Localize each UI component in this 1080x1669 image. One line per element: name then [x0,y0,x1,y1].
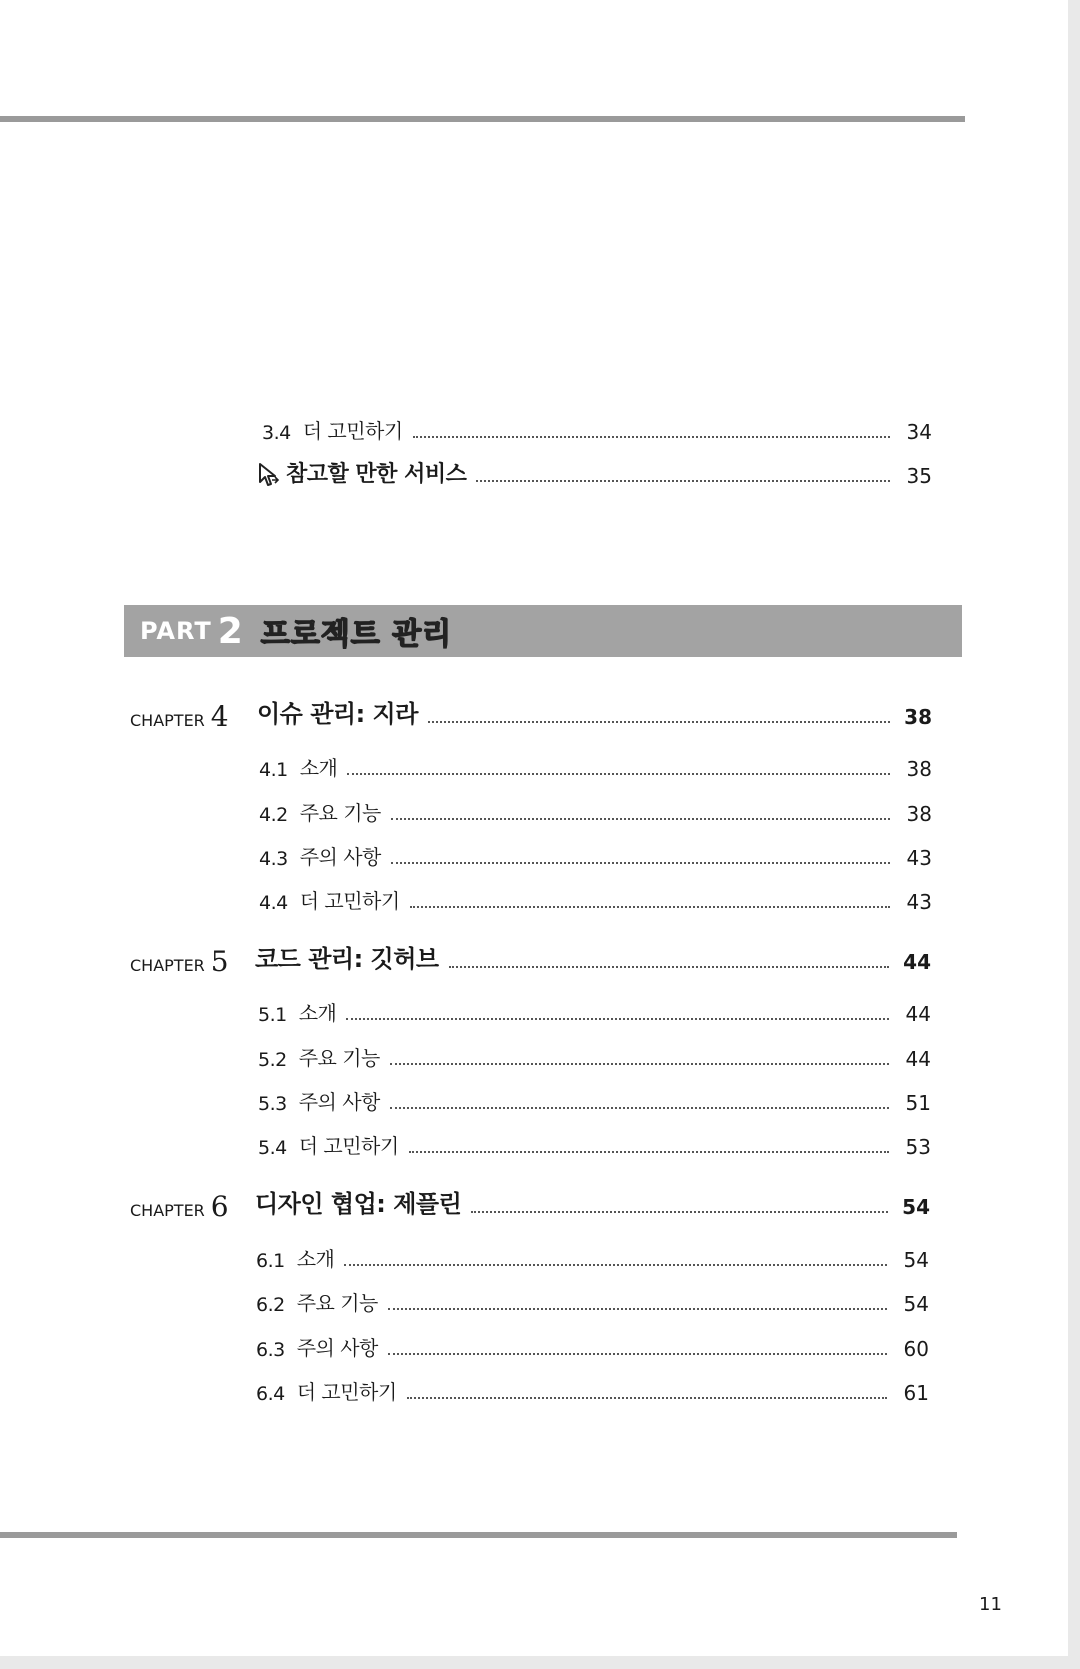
section-title: 주의 사항 [298,1090,380,1114]
section-number: 6.1 [256,1250,285,1272]
section-number: 5.1 [258,1004,287,1026]
dot-leader [449,966,889,968]
toc-chapter-row [255,1189,930,1219]
section-number: 6.2 [256,1294,285,1316]
part-banner [124,605,962,657]
dot-leader [410,906,890,908]
part-number: 2 [217,610,243,652]
dot-leader [407,1397,887,1399]
toc-section-row [258,1085,931,1115]
toc-section-row [262,414,932,444]
toc-section-row [259,884,932,914]
section-number: 5.2 [258,1049,287,1071]
dot-leader [388,1308,887,1310]
dot-leader [390,1107,889,1109]
section-title: 더 고민하기 [299,889,400,913]
toc-section-row [256,1375,929,1405]
section-number: 6.4 [256,1383,285,1405]
section-title: 주요 기능 [298,1046,380,1070]
section-number: 4.4 [259,892,288,914]
section-title: 주요 기능 [299,801,381,825]
section-number: 4.2 [259,804,288,826]
dot-leader [409,1151,889,1153]
chapter-number: 6 [210,1190,229,1223]
section-title: 주요 기능 [296,1291,378,1315]
reference-title: 참고할 만한 서비스 [286,462,467,487]
section-page: 54 [903,1292,929,1316]
toc-section-row [258,1129,931,1159]
section-title: 주의 사항 [299,845,381,869]
reference-page: 35 [906,464,932,488]
chapter-word: CHAPTER [130,956,205,975]
chapter-word: CHAPTER [130,711,205,730]
toc-section-row [258,1041,931,1071]
top-rule [0,116,965,122]
section-title: 더 고민하기 [298,1134,399,1158]
section-page: 38 [906,757,932,781]
chapter-label [130,945,229,978]
chapter-number: 4 [210,700,229,733]
bottom-rule [0,1532,957,1538]
section-page: 44 [905,1002,931,1026]
dot-leader [388,1353,887,1355]
chapter-page: 38 [904,705,932,729]
dot-leader [428,721,890,723]
page-number: 11 [979,1594,1002,1615]
dot-leader [344,1264,887,1266]
dot-leader [413,436,890,438]
section-title: 소개 [299,756,338,780]
part-label: PART [140,617,212,645]
chapter-label [130,700,229,733]
dot-leader [346,1018,889,1020]
section-number: 4.1 [259,759,288,781]
dot-leader [476,480,890,482]
toc-section-row [256,1242,929,1272]
part-title: 프로젝트 관리 [260,617,453,652]
section-page: 34 [906,420,932,444]
toc-section-row [259,751,932,781]
toc-reference-row [258,458,932,488]
section-page: 43 [906,890,932,914]
section-page: 54 [903,1248,929,1272]
toc-section-row [256,1286,929,1316]
section-number: 5.3 [258,1093,287,1115]
chapter-label [130,1190,229,1223]
section-page: 51 [905,1091,931,1115]
chapter-word: CHAPTER [130,1201,205,1220]
section-title: 소개 [298,1001,337,1025]
toc-chapter-row [255,944,931,974]
section-title: 주의 사항 [296,1336,378,1360]
toc-chapter-row [257,699,932,729]
section-number: 5.4 [258,1137,287,1159]
section-page: 44 [905,1047,931,1071]
section-page: 60 [903,1337,929,1361]
section-title: 소개 [296,1247,335,1271]
section-page: 43 [906,846,932,870]
chapter-title: 이슈 관리: 지라 [257,700,418,728]
section-page: 53 [905,1135,931,1159]
section-title: 더 고민하기 [296,1380,397,1404]
section-page: 61 [903,1381,929,1405]
toc-section-row [256,1331,929,1361]
toc-section-row [259,840,932,870]
chapter-title: 코드 관리: 깃허브 [255,945,439,973]
chapter-page: 54 [902,1195,930,1219]
section-number: 4.3 [259,848,288,870]
dot-leader [471,1211,888,1213]
chapter-page: 44 [903,950,931,974]
section-title: 더 고민하기 [302,419,403,443]
chapter-number: 5 [210,945,229,978]
cursor-icon [258,462,280,488]
section-number: 3.4 [262,422,291,444]
section-number: 6.3 [256,1339,285,1361]
dot-leader [391,862,890,864]
dot-leader [390,1063,889,1065]
toc-section-row [259,796,932,826]
dot-leader [347,773,890,775]
chapter-title: 디자인 협업: 제플린 [255,1190,462,1218]
dot-leader [391,818,890,820]
section-page: 38 [906,802,932,826]
toc-section-row [258,996,931,1026]
